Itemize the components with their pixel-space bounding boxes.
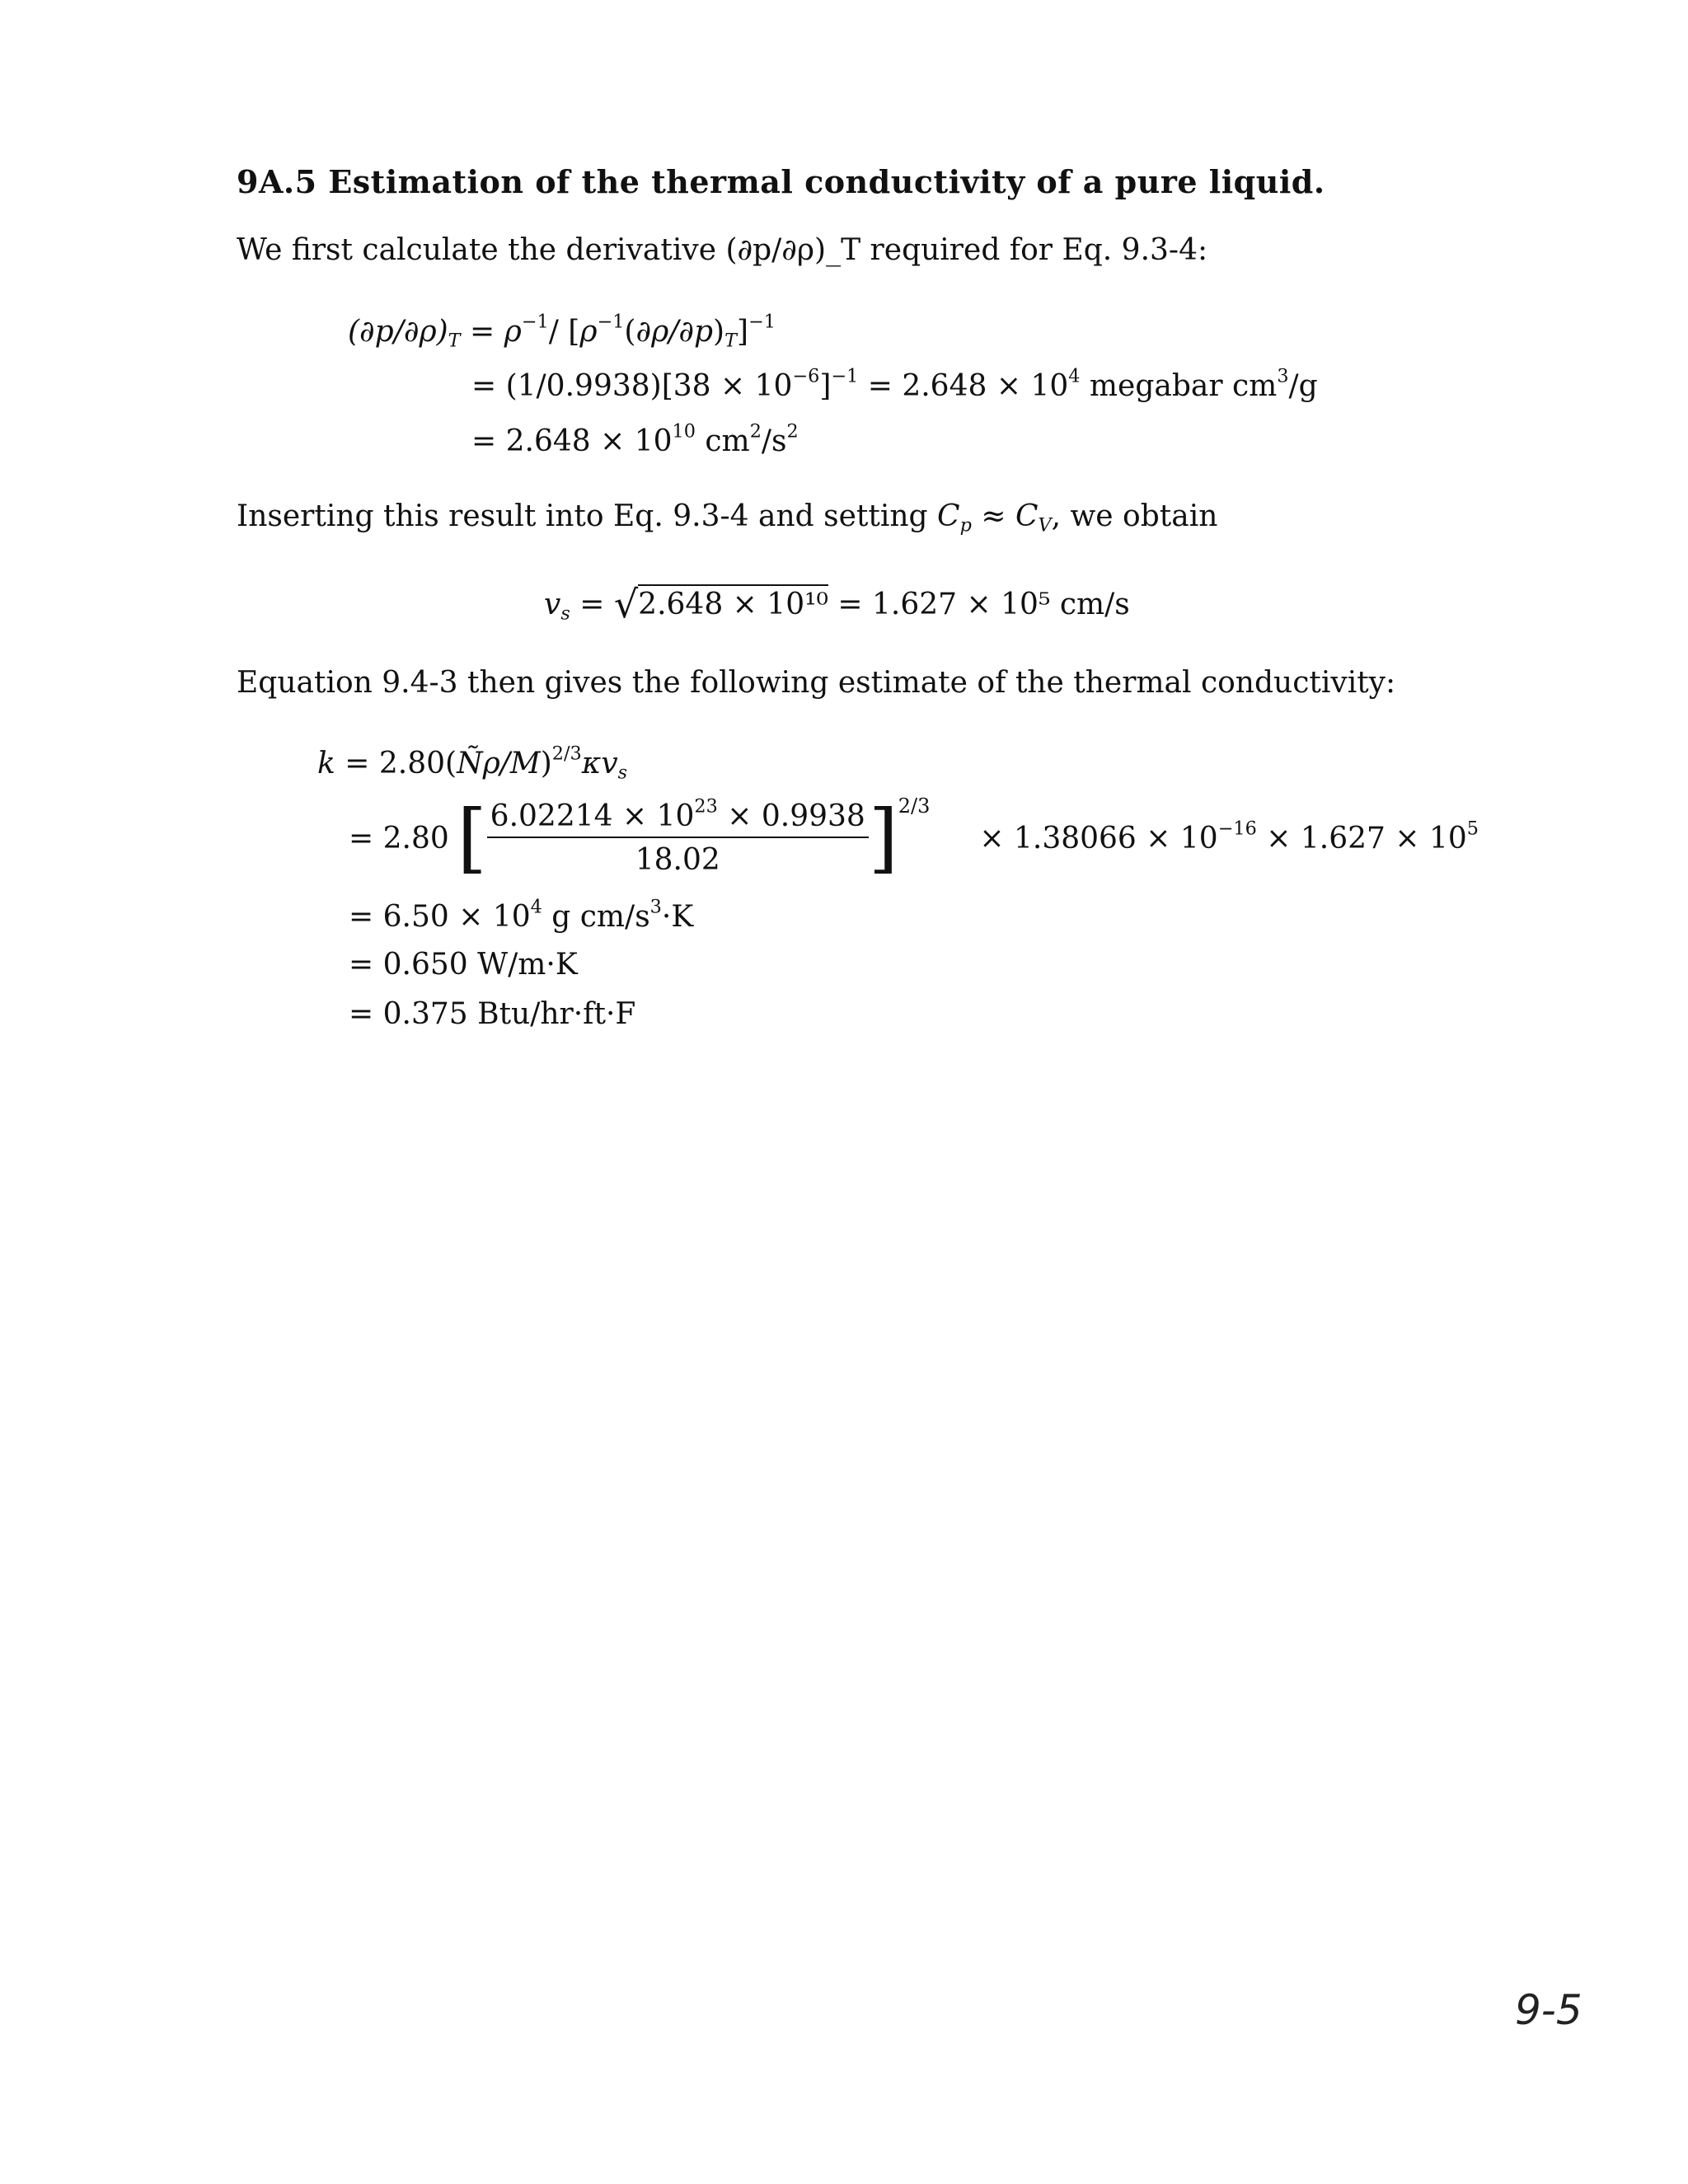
intro-paragraph: We first calculate the derivative (∂p/∂ρ)_T required for Eq. 9.3-4: (237, 233, 1208, 267)
eq3-denominator: 18.02 (635, 843, 720, 877)
eq1-line1: $(\partial p/\partial\rho)_T = \rho^{-1}/$ $[\rho^{-1}(\partial\rho/\partial p)_T]^{-1}$ (348, 311, 776, 352)
eq3-fraction (487, 795, 869, 877)
eq3-line1: $k = 2.80(Ñ\rho/M)^{2/3}\kappa v_s$ (317, 743, 628, 784)
eq3-numerator: $6.02214 \times 10^{23} \times 0.9938$ (487, 799, 869, 838)
eq3-line4: = 0.650 W/m·K (349, 948, 578, 982)
eq3-suffix: × $1.38066 \times 10^{-16} \times 1.627 \times 10^5$ (979, 817, 1479, 855)
eq3-line5: = 0.375 Btu/hr·ft·F (349, 997, 636, 1031)
eq3-line2: = 2.80 [ $\frac{6.02214 \times 10^{23} \times 0.9938}{18.02}$ ] 2/3 × $1.38066 \times 10^{-16} \times 1.627 \times 10^5$ (349, 794, 1479, 882)
eq1-line3: = $2.648 \times 10^{10}$ $cm^2/s^2$ (471, 420, 799, 458)
eq2-speed-of-sound: $v_s = √2.648 \times 10^{10} = 1.627 \times 10^5$ cm/s (544, 582, 1130, 626)
paragraph-3: Equation 9.4-3 then gives the following estimate of the thermal conductivity: (237, 666, 1396, 700)
eq2-result: = 1.627 × 10⁵ cm/s (837, 588, 1130, 621)
section-heading: 9A.5 Estimation of the thermal conductivity of a pure liquid. (237, 163, 1325, 200)
paragraph-2: Inserting this result into Eq. 9.3-4 and setting $C_p \approx C_V$, we obtain (237, 499, 1218, 537)
eq3-line3: = $6.50 \times 10^4$ g $cm/s^3\cdot K$ (349, 896, 694, 934)
page-number: 9-5 (1515, 1986, 1582, 2034)
eq3-exponent: 2/3 (898, 794, 931, 818)
eq1-line2: = $(1/0.9938)[38 \times 10^{-6}]^{-1} = 2.648 \times 10^4$ megabar $cm^3/g$ (471, 365, 1318, 403)
eq2-radicand: 2.648 × 10¹⁰ (638, 584, 828, 621)
eq3-prefix: = 2.80 (349, 821, 449, 855)
